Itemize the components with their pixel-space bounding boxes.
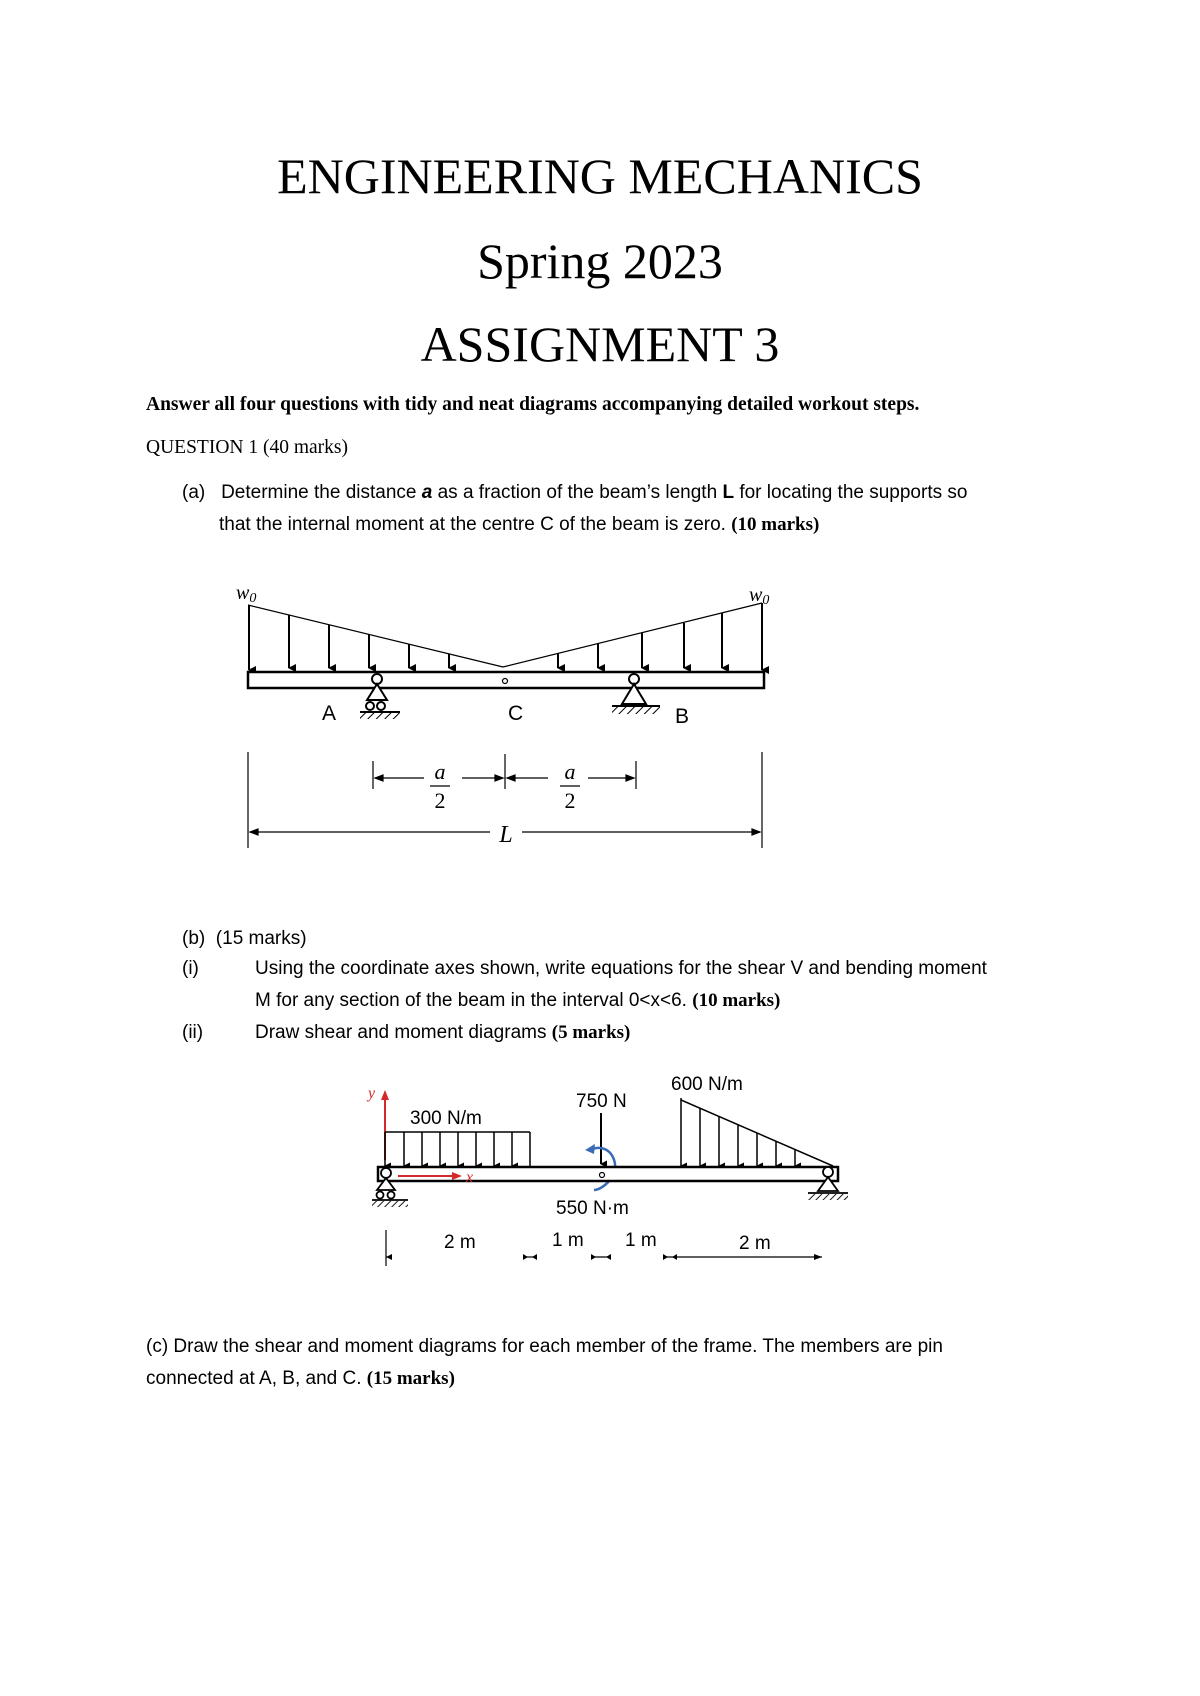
question1a-text: Determine the distance: [221, 482, 422, 503]
question1-heading: QUESTION 1 (40 marks): [146, 437, 349, 458]
dim-a-half-right-num: a: [564, 759, 576, 784]
var-a: a: [421, 482, 433, 503]
label-a: A: [322, 702, 337, 725]
question1b-marks: (15 marks): [215, 928, 307, 949]
question1c-line1: (c) Draw the shear and moment diagrams for each member of the frame. The members are pin: [146, 1336, 943, 1357]
question1b-ii-text: Draw shear and moment diagrams: [255, 1022, 547, 1043]
question1a-text2: that the internal moment at the centre C of the beam is zero.: [219, 514, 726, 535]
dim-seg3: 1 m: [625, 1230, 657, 1251]
moment-arrowhead: [585, 1144, 595, 1154]
question1c-text2: connected at A, B, and C.: [146, 1368, 362, 1389]
term-title: Spring 2023: [477, 233, 723, 289]
udl-arrows: [385, 1132, 530, 1166]
point-load-label: 750 N: [576, 1091, 627, 1112]
instructions: Answer all four questions with tidy and neat diagrams accompanying detailed workout steps.: [146, 394, 920, 415]
question1b-i-marks: (10 marks): [692, 990, 781, 1011]
question1c-line2: [146, 1367, 455, 1391]
udl-label: 300 N/m: [410, 1108, 482, 1129]
question1a-marks: (10 marks): [731, 514, 820, 535]
var-L: L: [722, 482, 735, 503]
dim-seg4: 2 m: [739, 1233, 771, 1254]
question1b-i-label: (i): [182, 958, 199, 979]
load-label-left: w0: [236, 582, 257, 606]
dim-a-half-right-den: 2: [564, 788, 576, 813]
load-label-right: w0: [749, 584, 770, 608]
assignment-title: ASSIGNMENT 3: [420, 316, 780, 372]
course-title: ENGINEERING MECHANICS: [277, 148, 923, 204]
dim-seg1: 2 m: [444, 1232, 476, 1253]
question1b-i-text1: Using the coordinate axes shown, write equations for the shear V and bending moment: [255, 958, 987, 979]
question1b-ii-label: (ii): [182, 1022, 204, 1043]
label-b: B: [675, 705, 690, 728]
beam-b: [378, 1167, 838, 1181]
x-axis-label: x: [466, 1169, 474, 1186]
dim-a-half-left-den: 2: [434, 788, 446, 813]
question1a-text-mid: as a fraction of the beam’s length: [432, 482, 723, 503]
moment-label: 550 N·m: [556, 1198, 629, 1219]
question1b-label: (b): [182, 928, 206, 949]
triangular-load-arrows: [681, 1100, 795, 1166]
y-axis-arrow: [381, 1090, 389, 1100]
question1a-label: (a): [182, 482, 206, 503]
triangular-load-label: 600 N/m: [671, 1074, 743, 1095]
y-axis-label: y: [368, 1085, 376, 1102]
question1b-i-text2: M for any section of the beam in the interval 0<x<6.: [255, 990, 687, 1011]
dim-seg2: 1 m: [552, 1230, 584, 1251]
question1a-text-post: for locating the supports so: [734, 482, 968, 503]
question1c-marks: (15 marks): [366, 1368, 455, 1389]
label-c: C: [508, 702, 524, 725]
question1b-ii-marks: (5 marks): [551, 1022, 631, 1043]
dim-L: L: [499, 822, 513, 848]
dim-a-half-left-num: a: [434, 759, 446, 784]
